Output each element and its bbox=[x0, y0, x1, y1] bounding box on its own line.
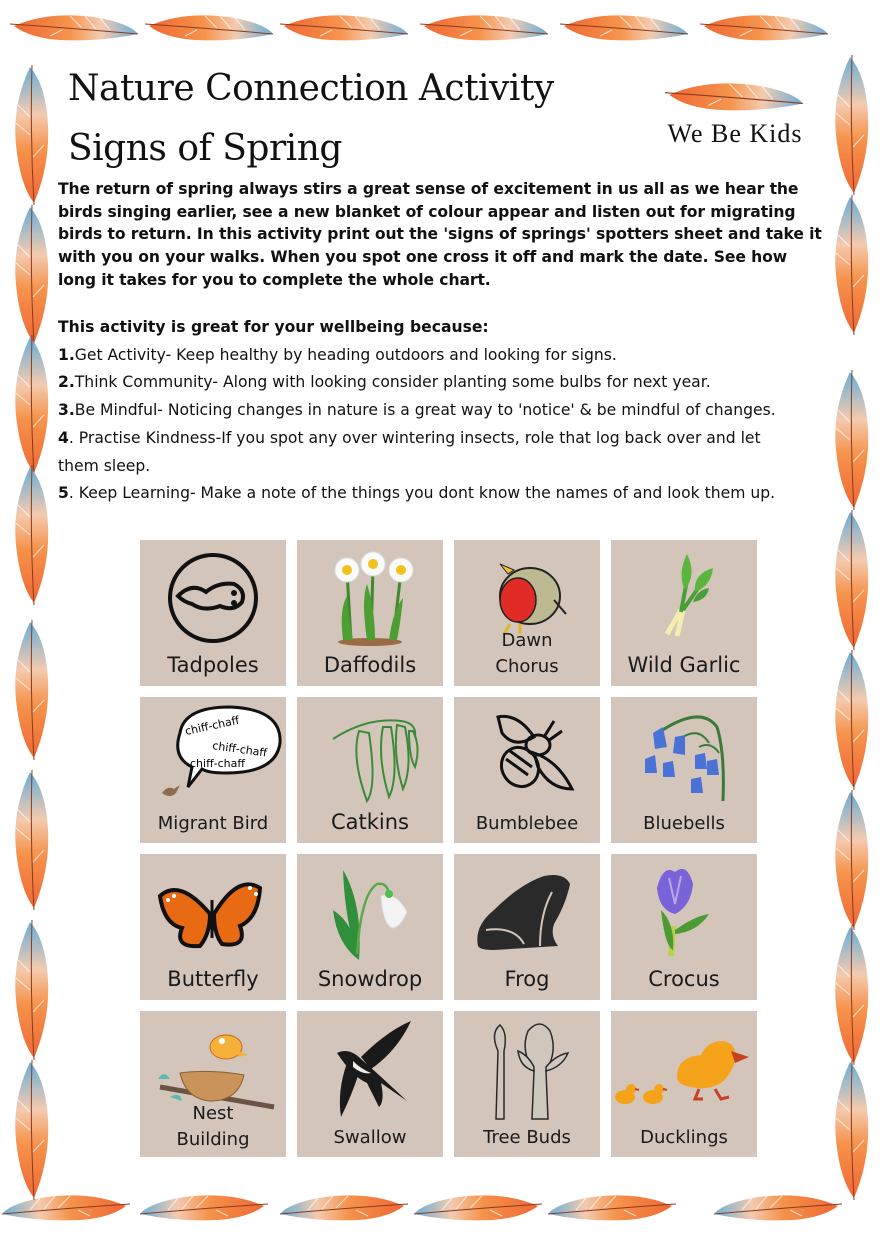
tile-label: Ducklings bbox=[640, 1127, 728, 1148]
tile-bumblebee[interactable] bbox=[454, 697, 600, 843]
benefits-heading: This activity is great for your wellbeing because: bbox=[58, 318, 489, 336]
feather-icon bbox=[138, 1188, 268, 1228]
page-subtitle: Signs of Spring bbox=[68, 128, 342, 169]
ducklings-icon bbox=[611, 1011, 757, 1121]
tile-daffodils[interactable] bbox=[297, 540, 443, 686]
feather-icon bbox=[828, 510, 874, 650]
feather-icon bbox=[665, 75, 805, 119]
bluebell-icon bbox=[611, 697, 757, 807]
feather-icon bbox=[8, 620, 54, 760]
feather-icon bbox=[560, 8, 690, 48]
tile-wild-garlic[interactable] bbox=[611, 540, 757, 686]
tile-label: Catkins bbox=[330, 810, 409, 834]
tile-ducklings[interactable] bbox=[611, 1011, 757, 1157]
swallow-icon bbox=[297, 1011, 443, 1121]
feather-icon bbox=[828, 370, 874, 510]
feather-icon bbox=[280, 8, 410, 48]
feather-icon bbox=[828, 195, 874, 335]
frog-icon bbox=[454, 854, 600, 964]
feather-icon bbox=[8, 65, 54, 205]
feather-icon bbox=[828, 650, 874, 790]
daffodil-icon bbox=[297, 540, 443, 650]
feather-icon bbox=[828, 925, 874, 1065]
tile-label: Butterfly bbox=[167, 967, 259, 991]
feather-icon bbox=[145, 8, 275, 48]
feather-icon bbox=[828, 790, 874, 930]
benefit-item: 1.Get Activity- Keep healthy by heading outdoors and looking for signs. bbox=[58, 345, 617, 364]
tree-buds-icon bbox=[454, 1011, 600, 1121]
benefits-list bbox=[58, 314, 823, 508]
bubble-text: chiff-chaff bbox=[190, 757, 245, 770]
tile-label: Tadpoles bbox=[167, 653, 259, 677]
feather-icon bbox=[8, 465, 54, 605]
bubble-text: chiff-chaff bbox=[211, 739, 268, 760]
tile-label: Swallow bbox=[333, 1127, 407, 1148]
tile-migrant-bird[interactable] bbox=[140, 697, 286, 843]
snowdrop-icon bbox=[297, 854, 443, 964]
tile-butterfly[interactable] bbox=[140, 854, 286, 1000]
feather-icon bbox=[8, 205, 54, 345]
intro-paragraph: The return of spring always stirs a great sense of excitement in us all as we hear the birds singing earlier, see a new blanket of colour appear and listen out for migrating birds to return. In this activity print out the 'signs of springs' spotters sheet and take it with you on your walks. When you spot one cross it off and mark the date. See how long it takes for you to complete the whole chart. bbox=[58, 180, 822, 289]
tile-label: Crocus bbox=[648, 967, 720, 991]
feather-icon bbox=[546, 1188, 676, 1228]
benefit-item: 5. Keep Learning- Make a note of the things you dont know the names of and look them up. bbox=[58, 484, 776, 503]
tile-label: Bluebells bbox=[643, 813, 725, 834]
tile-catkins[interactable] bbox=[297, 697, 443, 843]
benefit-item: 3.Be Mindful- Noticing changes in nature is a great way to 'notice' & be mindful of changes. bbox=[58, 401, 776, 420]
page-title: Nature Connection Activity bbox=[68, 68, 554, 109]
tile-label: Dawn Chorus bbox=[495, 630, 559, 677]
catkins-icon bbox=[297, 697, 443, 807]
tile-tree-buds[interactable] bbox=[454, 1011, 600, 1157]
bee-icon bbox=[454, 697, 600, 807]
tile-frog[interactable] bbox=[454, 854, 600, 1000]
feather-icon bbox=[828, 1060, 874, 1200]
tile-label: Daffodils bbox=[323, 653, 417, 677]
feather-icon bbox=[712, 1188, 842, 1228]
butterfly-icon bbox=[140, 854, 286, 964]
tile-label: Tree Buds bbox=[483, 1127, 571, 1148]
bubble-text: chiff-chaff bbox=[183, 713, 241, 738]
feather-icon bbox=[8, 1060, 54, 1200]
feather-icon bbox=[412, 1188, 542, 1228]
feather-icon bbox=[10, 8, 140, 48]
tadpole-icon bbox=[140, 540, 286, 650]
benefit-item: 4. Practise Kindness-If you spot any over wintering insects, role that log back over and let them sleep. bbox=[58, 428, 786, 475]
speech-bubble-bird-icon bbox=[140, 697, 286, 807]
tile-crocus[interactable] bbox=[611, 854, 757, 1000]
spotter-grid bbox=[140, 540, 757, 1157]
tile-nest-building[interactable] bbox=[140, 1011, 286, 1157]
feather-icon bbox=[278, 1188, 408, 1228]
tile-label: Wild Garlic bbox=[627, 653, 741, 677]
tile-bluebells[interactable] bbox=[611, 697, 757, 843]
feather-icon bbox=[828, 55, 874, 195]
crocus-icon bbox=[611, 854, 757, 964]
tile-tadpoles[interactable] bbox=[140, 540, 286, 686]
tile-label: Nest Building bbox=[176, 1103, 250, 1150]
feather-icon bbox=[8, 335, 54, 475]
tile-label: Bumblebee bbox=[475, 813, 579, 834]
feather-icon bbox=[8, 770, 54, 910]
benefit-item: 2.Think Community- Along with looking consider planting some bulbs for next year. bbox=[58, 373, 711, 392]
tile-snowdrop[interactable] bbox=[297, 854, 443, 1000]
brand-logo bbox=[660, 75, 810, 149]
feather-icon bbox=[700, 8, 830, 48]
tile-swallow[interactable] bbox=[297, 1011, 443, 1157]
tile-label: Frog bbox=[504, 967, 550, 991]
tile-label: Snowdrop bbox=[317, 967, 423, 991]
feather-icon bbox=[8, 920, 54, 1060]
feather-icon bbox=[420, 8, 550, 48]
tile-label: Migrant Bird bbox=[157, 813, 269, 834]
wild-garlic-icon bbox=[611, 540, 757, 650]
brand-name: We Be Kids bbox=[667, 119, 803, 148]
tile-dawn-chorus[interactable] bbox=[454, 540, 600, 686]
